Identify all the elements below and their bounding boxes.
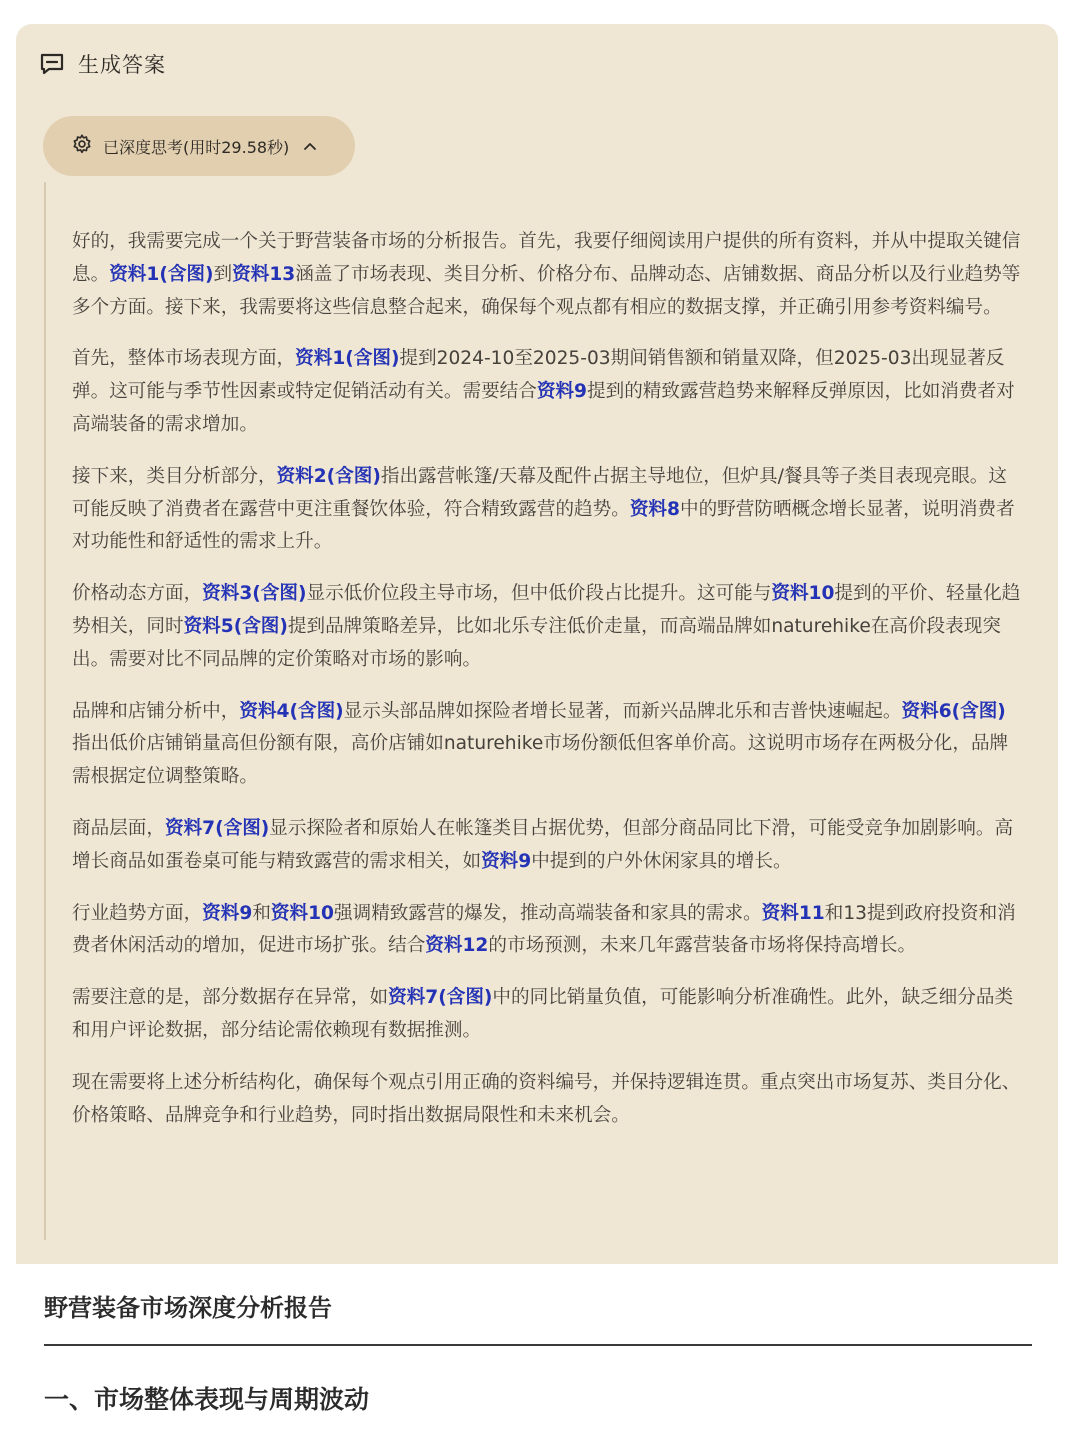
answer-header	[36, 48, 166, 80]
paragraph-text: 涵盖了市场表现、类目分析、价格分布、品牌动态、店铺数据、商品分析以及行业趋势等多个方面。接下来，我需要将这些信息整合起来，确保每个观点都有相应的数据支撑，并正确引用参考资料编号。	[72, 263, 1021, 318]
reference-link[interactable]: 资料3(含图)	[202, 583, 307, 605]
reference-link[interactable]: 资料9	[536, 381, 587, 403]
reference-link[interactable]: 资料4(含图)	[239, 700, 344, 722]
paragraph-text: 显示低价位段主导市场，但中低价段占比提升。这可能与	[306, 583, 772, 605]
reference-link[interactable]: 资料1(含图)	[109, 263, 214, 285]
thinking-paragraph	[72, 898, 1022, 964]
reference-link[interactable]: 资料5(含图)	[183, 615, 288, 637]
paragraph-text: 的市场预测，未来几年露营装备市场将保持高增长。	[488, 935, 917, 957]
paragraph-text: 中的野营防晒概念增长显著，说明消费者对功能性和舒适性的需求上升。	[72, 498, 1015, 553]
paragraph-text: 和	[252, 902, 271, 924]
paragraph-text: 价格动态方面，	[72, 583, 203, 605]
thinking-paragraph	[72, 1067, 1022, 1133]
paragraph-text: 中的同比销量负值，可能影响分析准确性。此外，缺乏细分品类和用户评论数据，部分结论需依赖现有数据推测。	[72, 987, 1014, 1041]
thinking-paragraph	[72, 696, 1022, 794]
chevron-up-icon	[303, 141, 317, 151]
thinking-paragraph	[72, 343, 1022, 441]
answer-title: 生成答案	[78, 53, 166, 77]
reference-link[interactable]: 资料2(含图)	[276, 465, 381, 487]
paragraph-text: 和13提到政府投资和消费者休闲活动的增加，促进市场扩张。结合	[72, 902, 1016, 957]
reference-link[interactable]: 资料13	[232, 263, 296, 285]
deep-thinking-label: 已深度思考(用时29.58秒)	[103, 137, 290, 157]
reference-link[interactable]: 资料12	[425, 935, 489, 957]
reference-link[interactable]: 资料11	[761, 902, 825, 924]
reference-link[interactable]: 资料7(含图)	[164, 817, 270, 839]
thinking-paragraph	[72, 982, 1022, 1048]
gear-icon	[71, 133, 93, 159]
reference-link[interactable]: 资料10	[771, 583, 835, 605]
report-section	[0, 1264, 1080, 1440]
thinking-paragraph	[72, 461, 1022, 559]
paragraph-text: 需要注意的是，部分数据存在异常，如	[72, 987, 389, 1009]
reference-link[interactable]: 资料1(含图)	[295, 348, 400, 370]
paragraph-text: 提到2024-10至2025-03期间销售额和销量双降，但2025-03出现显著反弹。这可能与季节性因素或特定促销活动有关。需要结合	[72, 348, 1005, 403]
paragraph-text: 中提到的户外休闲家具的增长。	[531, 850, 792, 872]
thinking-panel	[44, 182, 1026, 1240]
paragraph-text: 提到的平价、轻量化趋势相关，同时	[72, 583, 1021, 637]
deep-thinking-toggle[interactable]	[43, 116, 355, 176]
paragraph-text: 首先，整体市场表现方面，	[72, 348, 296, 370]
paragraph-text: 到	[213, 263, 233, 285]
report-title: 野营装备市场深度分析报告	[44, 1294, 332, 1322]
reference-link[interactable]: 资料7(含图)	[388, 987, 493, 1009]
reference-link[interactable]: 资料6(含图)	[901, 700, 1006, 722]
thinking-paragraph	[72, 813, 1022, 879]
paragraph-text: 现在需要将上述分析结构化，确保每个观点引用正确的资料编号，并保持逻辑连贯。重点突出市场复苏、类目分化、价格策略、品牌竞争和行业趋势，同时指出数据局限性和未来机会。	[72, 1071, 1021, 1126]
paragraph-text: 提到的精致露营趋势来解释反弹原因，比如消费者对高端装备的需求增加。	[72, 381, 1015, 435]
section-heading: 一、市场整体表现与周期波动	[44, 1385, 370, 1414]
thinking-paragraph	[72, 226, 1022, 324]
paragraph-text: 提到品牌策略差异，比如北乐专注低价走量，而高端品牌如naturehike在高价段表现突出。需要对比不同品牌的定价策略对市场的影响。	[72, 615, 1001, 670]
reference-link[interactable]: 资料9	[202, 902, 253, 924]
paragraph-text: 强调精致露营的爆发，推动高端装备和家具的需求。	[334, 902, 762, 924]
paragraph-text: 指出低价店铺销量高但份额有限，高价店铺如naturehike市场份额低但客单价高。这说明市场存在两极分化，品牌需根据定位调整策略。	[72, 733, 1009, 788]
thinking-content	[72, 226, 1022, 1151]
divider	[44, 1344, 1032, 1346]
paragraph-text: 显示探险者和原始人在帐篷类目占据优势，但部分商品同比下滑，可能受竞争加剧影响。高增长商品如蛋卷桌可能与精致露营的需求相关，如	[72, 817, 1014, 872]
reference-link[interactable]: 资料9	[481, 850, 532, 872]
paragraph-text: 商品层面，	[72, 817, 165, 839]
paragraph-text: 接下来，类目分析部分，	[72, 465, 277, 487]
paragraph-text: 品牌和店铺分析中，	[72, 700, 240, 722]
paragraph-text: 显示头部品牌如探险者增长显著，而新兴品牌北乐和吉普快速崛起。	[343, 700, 902, 722]
chat-bubble-icon	[36, 48, 68, 80]
thinking-paragraph	[72, 578, 1022, 676]
paragraph-text: 行业趋势方面，	[72, 902, 203, 924]
reference-link[interactable]: 资料8	[629, 498, 680, 520]
reference-link[interactable]: 资料10	[270, 902, 334, 924]
paragraph-text: 指出露营帐篷/天幕及配件占据主导地位，但炉具/餐具等子类目表现亮眼。这可能反映了消费者在露营中更注重餐饮体验，符合精致露营的趋势。	[72, 465, 1007, 520]
paragraph-text: 好的，我需要完成一个关于野营装备市场的分析报告。首先，我要仔细阅读用户提供的所有资料，并从中提取关键信息。	[72, 231, 1021, 285]
